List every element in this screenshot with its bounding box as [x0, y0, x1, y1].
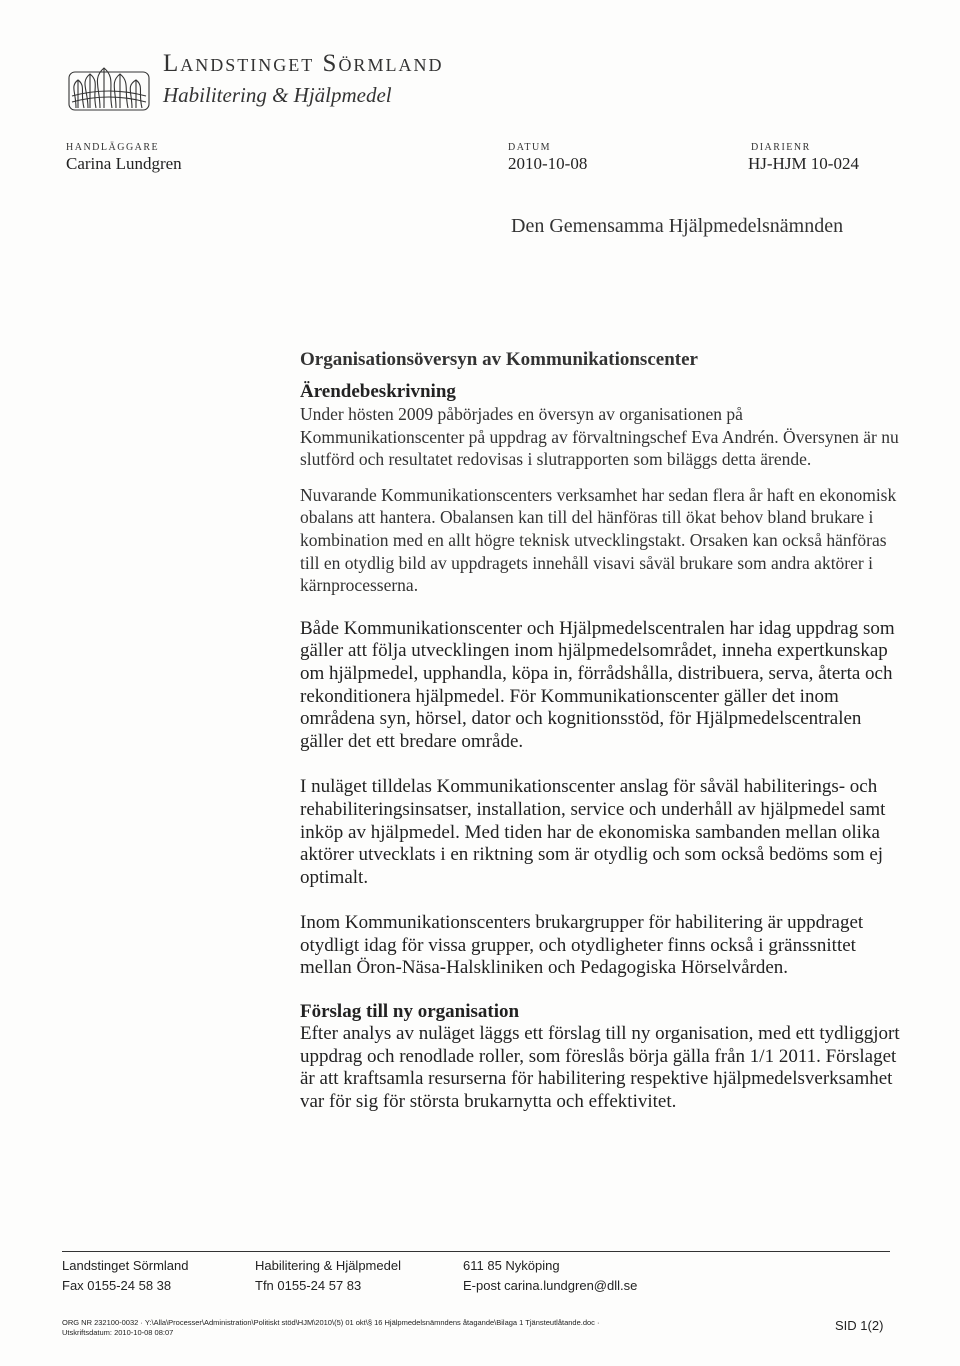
paragraph: I nuläget tilldelas Kommunikationscenter anslag för såväl habiliterings- och rehabiliteringsinsatser, installation, service och underhåll av hjälpmedel samt inköp av hjälpmedel. Med tiden har de ekonomiska sambanden mellan olika aktörer utvecklats i en riktning som är otydlig och som också bedöms som ej optimalt.: [300, 776, 886, 888]
diarienr-value: HJ-HJM 10-024: [748, 154, 859, 173]
datum-value: 2010-10-08: [508, 154, 588, 173]
paragraph: Både Kommunikationscenter och Hjälpmedelscentralen har idag uppdrag som gäller att följa utvecklingen inom hjälpmedelsområdet, inneha expertkunskap om hjälpmedel, upphandla, köpa in, förrådshålla, distribuera, serva, återta och rekonditionera hjälpmedel. För Kommunikationscenter gäller det inom områdena syn, hörsel, dator och kognitionsstöd, för Hjälpmedelscentralen gäller det ett bredare område.: [300, 617, 895, 752]
footer-phone: Tfn 0155-24 57 83: [255, 1278, 362, 1293]
footer-email: E-post carina.lundgren@dll.se: [463, 1278, 638, 1293]
footer-org: Landstinget Sörmland: [62, 1258, 189, 1273]
paragraph: Inom Kommunikationscenters brukargrupper för habilitering är uppdraget otydligt idag för vissa grupper, och otydligheter finns också i gränssnittet mellan Öron-Näsa-Halskliniken och Pedagogiska Hörselvården.: [300, 912, 864, 979]
footer-fax: Fax 0155-24 58 38: [62, 1278, 172, 1293]
paragraph: Efter analys av nuläget läggs ett förslag till ny organisation, med ett tydliggjort uppdrag och renodlade roller, som föreslås börja gälla från 1/1 2011. Förslaget är att kraftsamla resurserna för habilitering respektive hjälpmedelsverksamhet var för sig för största brukarnytta och effektivitet.: [300, 1023, 900, 1112]
org-name: Landstinget Sörmland: [163, 50, 444, 77]
section-heading: Ärendebeskrivning: [300, 381, 456, 402]
subject-heading: Organisationsöversyn av Kommunikationscenter: [300, 349, 698, 370]
datum-label: DATUM: [508, 142, 552, 153]
footer-dept: Habilitering & Hjälpmedel: [255, 1258, 401, 1273]
landstinget-logo: [66, 62, 152, 118]
document-body: [300, 349, 900, 1136]
page-number: SID 1(2): [835, 1318, 884, 1333]
footer-address: 611 85 Nyköping: [463, 1258, 560, 1273]
section-heading: Förslag till ny organisation: [300, 1001, 520, 1023]
recipient: Den Gemensamma Hjälpmedelsnämnden: [511, 215, 844, 237]
section-arendebeskrivning: [300, 381, 900, 597]
footer-rule: [62, 1251, 890, 1252]
footer-print-date: Utskriftsdatum: 2010-10-08 08:07: [62, 1328, 174, 1337]
footer-file-path: ORG NR 232100-0032 · Y:\Alla\Processer\Administration\Politiskt stöd\HJM\2010\(5) 01 okt\§ 16 Hjälpmedelsnämndens åtagande\Bilaga 1 Tjänsteutlåtande.doc ·: [62, 1318, 600, 1327]
handlaggare-label: HANDLÄGGARE: [66, 142, 160, 153]
paragraph: Nuvarande Kommunikationscenters verksamhet har sedan flera år haft en ekonomisk obalans att hantera. Obalansen kan till del hänföras till ökat behov bland brukare i kombination med en allt högre teknisk utvecklingstakt. Orsaken kan också hänföras till en otydlig bild av uppdragets innehåll visavi såväl brukare som andra aktörer i kärnprocesserna.: [300, 484, 897, 596]
paragraph: Under hösten 2009 påbörjades en översyn av organisationen på Kommunikationscenter på uppdrag av förvaltningschef Eva Andrén. Översynen är nu slutförd och resultatet redovisas i slutrapporten som biläggs detta ärende.: [300, 404, 899, 470]
diarienr-label: DIARIENR: [751, 142, 811, 153]
org-subtitle: Habilitering & Hjälpmedel: [163, 83, 392, 107]
handlaggare-value: Carina Lundgren: [66, 154, 182, 173]
